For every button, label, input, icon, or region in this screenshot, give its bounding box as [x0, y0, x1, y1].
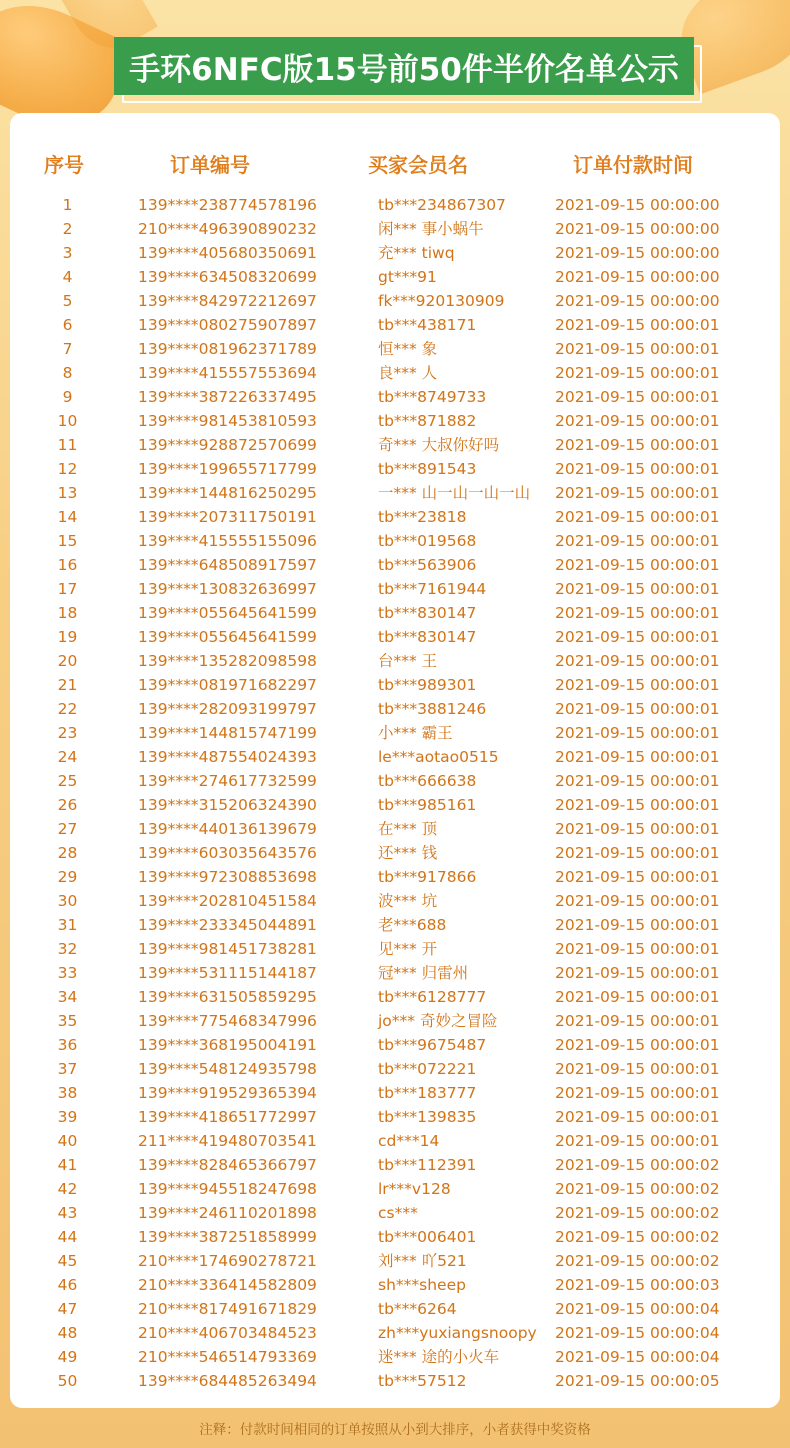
- row-order-number: 139****055645641599: [138, 604, 317, 622]
- row-order-number: 139****387226337495: [138, 388, 317, 406]
- row-order-number: 139****684485263494: [138, 1372, 317, 1390]
- row-payment-time: 2021-09-15 00:00:01: [555, 556, 720, 574]
- row-payment-time: 2021-09-15 00:00:02: [555, 1252, 720, 1270]
- row-buyer-name: tb***989301: [378, 676, 477, 694]
- table-row: [10, 745, 780, 769]
- row-payment-time: 2021-09-15 00:00:01: [555, 460, 720, 478]
- row-buyer-name: tb***6264: [378, 1300, 457, 1318]
- row-order-number: 139****081962371789: [138, 340, 317, 358]
- row-seq: 6: [62, 316, 73, 334]
- table-row: [10, 841, 780, 865]
- row-order-number: 139****928872570699: [138, 436, 317, 454]
- table-row: [10, 697, 780, 721]
- table-row: [10, 1033, 780, 1057]
- row-buyer-name: 在*** 顶: [378, 820, 438, 838]
- row-order-number: 139****487554024393: [138, 748, 317, 766]
- table-row: [10, 1081, 780, 1105]
- page-title: 手环6NFC版15号前50件半价名单公示: [114, 37, 694, 95]
- row-payment-time: 2021-09-15 00:00:01: [555, 700, 720, 718]
- row-seq: 47: [57, 1300, 78, 1318]
- row-payment-time: 2021-09-15 00:00:01: [555, 892, 720, 910]
- row-seq: 26: [57, 796, 78, 814]
- row-buyer-name: zh***yuxiangsnoopy: [378, 1324, 537, 1342]
- row-seq: 30: [57, 892, 78, 910]
- row-order-number: 139****274617732599: [138, 772, 317, 790]
- table-row: [10, 649, 780, 673]
- row-seq: 10: [57, 412, 78, 430]
- table-row: [10, 817, 780, 841]
- table-row: [10, 337, 780, 361]
- row-seq: 39: [57, 1108, 78, 1126]
- row-buyer-name: tb***891543: [378, 460, 477, 478]
- row-seq: 17: [57, 580, 78, 598]
- row-buyer-name: tb***006401: [378, 1228, 477, 1246]
- row-seq: 19: [57, 628, 78, 646]
- table-row: [10, 889, 780, 913]
- row-payment-time: 2021-09-15 00:00:05: [555, 1372, 720, 1390]
- row-buyer-name: 台*** 王: [378, 652, 438, 670]
- row-seq: 50: [57, 1372, 78, 1390]
- row-seq: 38: [57, 1084, 78, 1102]
- table-row: [10, 577, 780, 601]
- row-payment-time: 2021-09-15 00:00:00: [555, 196, 720, 214]
- row-order-number: 139****945518247698: [138, 1180, 317, 1198]
- row-buyer-name: tb***9675487: [378, 1036, 487, 1054]
- row-payment-time: 2021-09-15 00:00:01: [555, 676, 720, 694]
- row-buyer-name: fk***920130909: [378, 292, 505, 310]
- row-payment-time: 2021-09-15 00:00:01: [555, 1036, 720, 1054]
- row-seq: 9: [62, 388, 73, 406]
- row-seq: 15: [57, 532, 78, 550]
- row-seq: 21: [57, 676, 78, 694]
- row-seq: 8: [62, 364, 73, 382]
- row-buyer-name: tb***563906: [378, 556, 477, 574]
- table-row: [10, 457, 780, 481]
- row-buyer-name: tb***830147: [378, 604, 477, 622]
- title-banner: [114, 37, 694, 95]
- row-seq: 13: [57, 484, 78, 502]
- header-buyer-name: 买家会员名: [368, 153, 468, 177]
- row-payment-time: 2021-09-15 00:00:01: [555, 532, 720, 550]
- table-row: [10, 1225, 780, 1249]
- row-buyer-name: 小*** 霸王: [378, 724, 453, 742]
- row-seq: 36: [57, 1036, 78, 1054]
- row-order-number: 139****531115144187: [138, 964, 317, 982]
- row-order-number: 139****199655717799: [138, 460, 317, 478]
- row-buyer-name: tb***112391: [378, 1156, 477, 1174]
- row-payment-time: 2021-09-15 00:00:01: [555, 364, 720, 382]
- header-seq: 序号: [44, 153, 84, 177]
- table-row: [10, 217, 780, 241]
- row-seq: 28: [57, 844, 78, 862]
- row-seq: 43: [57, 1204, 78, 1222]
- row-seq: 23: [57, 724, 78, 742]
- row-seq: 25: [57, 772, 78, 790]
- table-row: [10, 1177, 780, 1201]
- row-seq: 1: [62, 196, 73, 214]
- table-row: [10, 865, 780, 889]
- table-row: [10, 1201, 780, 1225]
- row-seq: 20: [57, 652, 78, 670]
- row-order-number: 139****202810451584: [138, 892, 317, 910]
- row-order-number: 139****415557553694: [138, 364, 317, 382]
- row-buyer-name: tb***072221: [378, 1060, 477, 1078]
- row-order-number: 139****387251858999: [138, 1228, 317, 1246]
- row-seq: 5: [62, 292, 73, 310]
- row-seq: 3: [62, 244, 73, 262]
- row-seq: 14: [57, 508, 78, 526]
- table-row: [10, 289, 780, 313]
- row-payment-time: 2021-09-15 00:00:01: [555, 772, 720, 790]
- row-buyer-name: tb***917866: [378, 868, 477, 886]
- row-seq: 24: [57, 748, 78, 766]
- row-order-number: 210****174690278721: [138, 1252, 317, 1270]
- row-seq: 35: [57, 1012, 78, 1030]
- table-row: [10, 1273, 780, 1297]
- row-buyer-name: tb***8749733: [378, 388, 487, 406]
- row-buyer-name: cd***14: [378, 1132, 440, 1150]
- table-row: [10, 793, 780, 817]
- row-buyer-name: 见*** 开: [378, 940, 438, 958]
- row-seq: 40: [57, 1132, 78, 1150]
- row-order-number: 139****282093199797: [138, 700, 317, 718]
- row-seq: 33: [57, 964, 78, 982]
- row-payment-time: 2021-09-15 00:00:01: [555, 580, 720, 598]
- table-row: [10, 553, 780, 577]
- table-row: [10, 1057, 780, 1081]
- row-payment-time: 2021-09-15 00:00:01: [555, 388, 720, 406]
- row-seq: 37: [57, 1060, 78, 1078]
- row-order-number: 139****981453810593: [138, 412, 317, 430]
- row-buyer-name: sh***sheep: [378, 1276, 466, 1294]
- row-buyer-name: tb***019568: [378, 532, 477, 550]
- row-buyer-name: 恒*** 象: [378, 340, 438, 358]
- row-order-number: 210****817491671829: [138, 1300, 317, 1318]
- row-buyer-name: cs***: [378, 1204, 418, 1222]
- row-payment-time: 2021-09-15 00:00:01: [555, 1012, 720, 1030]
- row-payment-time: 2021-09-15 00:00:01: [555, 316, 720, 334]
- row-order-number: 139****548124935798: [138, 1060, 317, 1078]
- row-buyer-name: tb***6128777: [378, 988, 487, 1006]
- row-payment-time: 2021-09-15 00:00:01: [555, 796, 720, 814]
- row-order-number: 139****055645641599: [138, 628, 317, 646]
- row-buyer-name: 奇*** 大叔你好吗: [378, 436, 500, 454]
- row-buyer-name: 充*** tiwq: [378, 244, 455, 262]
- row-buyer-name: tb***23818: [378, 508, 467, 526]
- table-row: [10, 1297, 780, 1321]
- row-seq: 41: [57, 1156, 78, 1174]
- table-row: [10, 481, 780, 505]
- row-payment-time: 2021-09-15 00:00:01: [555, 916, 720, 934]
- table-row: [10, 1249, 780, 1273]
- winner-list-card: [10, 113, 780, 1408]
- table-row: [10, 433, 780, 457]
- row-payment-time: 2021-09-15 00:00:04: [555, 1348, 720, 1366]
- row-seq: 18: [57, 604, 78, 622]
- table-row: [10, 1105, 780, 1129]
- row-order-number: 139****207311750191: [138, 508, 317, 526]
- row-order-number: 139****238774578196: [138, 196, 317, 214]
- row-buyer-name: tb***985161: [378, 796, 477, 814]
- row-seq: 4: [62, 268, 73, 286]
- row-order-number: 139****603035643576: [138, 844, 317, 862]
- row-order-number: 139****368195004191: [138, 1036, 317, 1054]
- row-buyer-name: tb***666638: [378, 772, 477, 790]
- row-order-number: 139****418651772997: [138, 1108, 317, 1126]
- table-row: [10, 673, 780, 697]
- row-seq: 22: [57, 700, 78, 718]
- row-payment-time: 2021-09-15 00:00:01: [555, 604, 720, 622]
- row-order-number: 139****233345044891: [138, 916, 317, 934]
- row-order-number: 210****336414582809: [138, 1276, 317, 1294]
- table-row: [10, 721, 780, 745]
- table-row: [10, 625, 780, 649]
- row-payment-time: 2021-09-15 00:00:03: [555, 1276, 720, 1294]
- row-payment-time: 2021-09-15 00:00:02: [555, 1228, 720, 1246]
- table-row: [10, 601, 780, 625]
- row-order-number: 139****981451738281: [138, 940, 317, 958]
- row-order-number: 139****080275907897: [138, 316, 317, 334]
- row-buyer-name: tb***438171: [378, 316, 477, 334]
- row-buyer-name: 还*** 钱: [378, 844, 438, 862]
- row-seq: 32: [57, 940, 78, 958]
- winner-rows: [10, 193, 780, 1393]
- table-row: [10, 913, 780, 937]
- row-order-number: 139****440136139679: [138, 820, 317, 838]
- row-payment-time: 2021-09-15 00:00:01: [555, 724, 720, 742]
- row-order-number: 139****775468347996: [138, 1012, 317, 1030]
- table-row: [10, 1345, 780, 1369]
- row-seq: 34: [57, 988, 78, 1006]
- row-payment-time: 2021-09-15 00:00:01: [555, 1060, 720, 1078]
- table-row: [10, 385, 780, 409]
- row-seq: 29: [57, 868, 78, 886]
- table-row: [10, 409, 780, 433]
- row-order-number: 139****919529365394: [138, 1084, 317, 1102]
- row-seq: 49: [57, 1348, 78, 1366]
- row-order-number: 139****648508917597: [138, 556, 317, 574]
- row-payment-time: 2021-09-15 00:00:01: [555, 1084, 720, 1102]
- table-row: [10, 769, 780, 793]
- table-row: [10, 937, 780, 961]
- row-payment-time: 2021-09-15 00:00:04: [555, 1324, 720, 1342]
- row-order-number: 210****546514793369: [138, 1348, 317, 1366]
- row-order-number: 139****130832636997: [138, 580, 317, 598]
- row-payment-time: 2021-09-15 00:00:01: [555, 484, 720, 502]
- row-seq: 7: [62, 340, 73, 358]
- row-seq: 42: [57, 1180, 78, 1198]
- row-payment-time: 2021-09-15 00:00:00: [555, 292, 720, 310]
- row-payment-time: 2021-09-15 00:00:01: [555, 508, 720, 526]
- row-payment-time: 2021-09-15 00:00:01: [555, 964, 720, 982]
- row-payment-time: 2021-09-15 00:00:01: [555, 1108, 720, 1126]
- row-buyer-name: le***aotao0515: [378, 748, 499, 766]
- row-order-number: 139****634508320699: [138, 268, 317, 286]
- row-seq: 2: [62, 220, 73, 238]
- row-order-number: 139****631505859295: [138, 988, 317, 1006]
- row-payment-time: 2021-09-15 00:00:01: [555, 988, 720, 1006]
- row-buyer-name: 老***688: [378, 916, 447, 934]
- row-payment-time: 2021-09-15 00:00:01: [555, 652, 720, 670]
- row-payment-time: 2021-09-15 00:00:01: [555, 748, 720, 766]
- header-order-number: 订单编号: [170, 153, 250, 177]
- row-order-number: 139****135282098598: [138, 652, 317, 670]
- row-payment-time: 2021-09-15 00:00:01: [555, 436, 720, 454]
- row-seq: 16: [57, 556, 78, 574]
- row-seq: 27: [57, 820, 78, 838]
- row-payment-time: 2021-09-15 00:00:01: [555, 340, 720, 358]
- row-payment-time: 2021-09-15 00:00:02: [555, 1156, 720, 1174]
- row-buyer-name: 刘*** 吖521: [378, 1252, 467, 1270]
- row-buyer-name: tb***183777: [378, 1084, 477, 1102]
- row-payment-time: 2021-09-15 00:00:01: [555, 844, 720, 862]
- row-payment-time: 2021-09-15 00:00:01: [555, 940, 720, 958]
- header-payment-time: 订单付款时间: [573, 153, 693, 177]
- row-buyer-name: 波*** 坑: [378, 892, 438, 910]
- table-row: [10, 1369, 780, 1393]
- row-payment-time: 2021-09-15 00:00:01: [555, 628, 720, 646]
- row-seq: 31: [57, 916, 78, 934]
- row-buyer-name: tb***871882: [378, 412, 477, 430]
- table-row: [10, 505, 780, 529]
- table-row: [10, 961, 780, 985]
- row-buyer-name: tb***234867307: [378, 196, 506, 214]
- row-payment-time: 2021-09-15 00:00:01: [555, 412, 720, 430]
- row-payment-time: 2021-09-15 00:00:02: [555, 1204, 720, 1222]
- row-order-number: 139****842972212697: [138, 292, 317, 310]
- row-seq: 44: [57, 1228, 78, 1246]
- table-row: [10, 1009, 780, 1033]
- row-seq: 45: [57, 1252, 78, 1270]
- table-row: [10, 1321, 780, 1345]
- row-order-number: 139****246110201898: [138, 1204, 317, 1222]
- row-payment-time: 2021-09-15 00:00:01: [555, 1132, 720, 1150]
- row-buyer-name: gt***91: [378, 268, 437, 286]
- row-order-number: 139****144816250295: [138, 484, 317, 502]
- row-order-number: 211****419480703541: [138, 1132, 317, 1150]
- row-buyer-name: 一*** 山一山一山一山: [378, 484, 531, 502]
- footnote: 注释：付款时间相同的订单按照从小到大排序，小者获得中奖资格: [199, 1422, 591, 1438]
- row-order-number: 139****081971682297: [138, 676, 317, 694]
- row-order-number: 139****405680350691: [138, 244, 317, 262]
- row-payment-time: 2021-09-15 00:00:01: [555, 820, 720, 838]
- row-buyer-name: 冠*** 归雷州: [378, 964, 469, 982]
- row-seq: 48: [57, 1324, 78, 1342]
- row-order-number: 139****972308853698: [138, 868, 317, 886]
- row-order-number: 139****828465366797: [138, 1156, 317, 1174]
- row-payment-time: 2021-09-15 00:00:04: [555, 1300, 720, 1318]
- row-buyer-name: tb***57512: [378, 1372, 467, 1390]
- row-buyer-name: 闲*** 事小蜗牛: [378, 220, 484, 238]
- row-payment-time: 2021-09-15 00:00:02: [555, 1180, 720, 1198]
- row-order-number: 139****415555155096: [138, 532, 317, 550]
- table-row: [10, 361, 780, 385]
- row-order-number: 210****406703484523: [138, 1324, 317, 1342]
- table-row: [10, 1153, 780, 1177]
- row-order-number: 139****315206324390: [138, 796, 317, 814]
- table-row: [10, 313, 780, 337]
- row-payment-time: 2021-09-15 00:00:01: [555, 868, 720, 886]
- table-row: [10, 985, 780, 1009]
- table-row: [10, 265, 780, 289]
- table-row: [10, 241, 780, 265]
- row-seq: 12: [57, 460, 78, 478]
- row-buyer-name: lr***v128: [378, 1180, 451, 1198]
- row-order-number: 139****144815747199: [138, 724, 317, 742]
- row-buyer-name: tb***7161944: [378, 580, 487, 598]
- row-payment-time: 2021-09-15 00:00:00: [555, 244, 720, 262]
- row-buyer-name: jo*** 奇妙之冒险: [378, 1012, 498, 1030]
- row-buyer-name: 良*** 人: [378, 364, 438, 382]
- row-seq: 46: [57, 1276, 78, 1294]
- row-payment-time: 2021-09-15 00:00:00: [555, 268, 720, 286]
- row-buyer-name: tb***3881246: [378, 700, 487, 718]
- table-row: [10, 529, 780, 553]
- row-seq: 11: [57, 436, 78, 454]
- row-buyer-name: tb***139835: [378, 1108, 477, 1126]
- row-order-number: 210****496390890232: [138, 220, 317, 238]
- table-row: [10, 193, 780, 217]
- table-row: [10, 1129, 780, 1153]
- row-buyer-name: tb***830147: [378, 628, 477, 646]
- row-payment-time: 2021-09-15 00:00:00: [555, 220, 720, 238]
- row-buyer-name: 迷*** 途的小火车: [378, 1348, 500, 1366]
